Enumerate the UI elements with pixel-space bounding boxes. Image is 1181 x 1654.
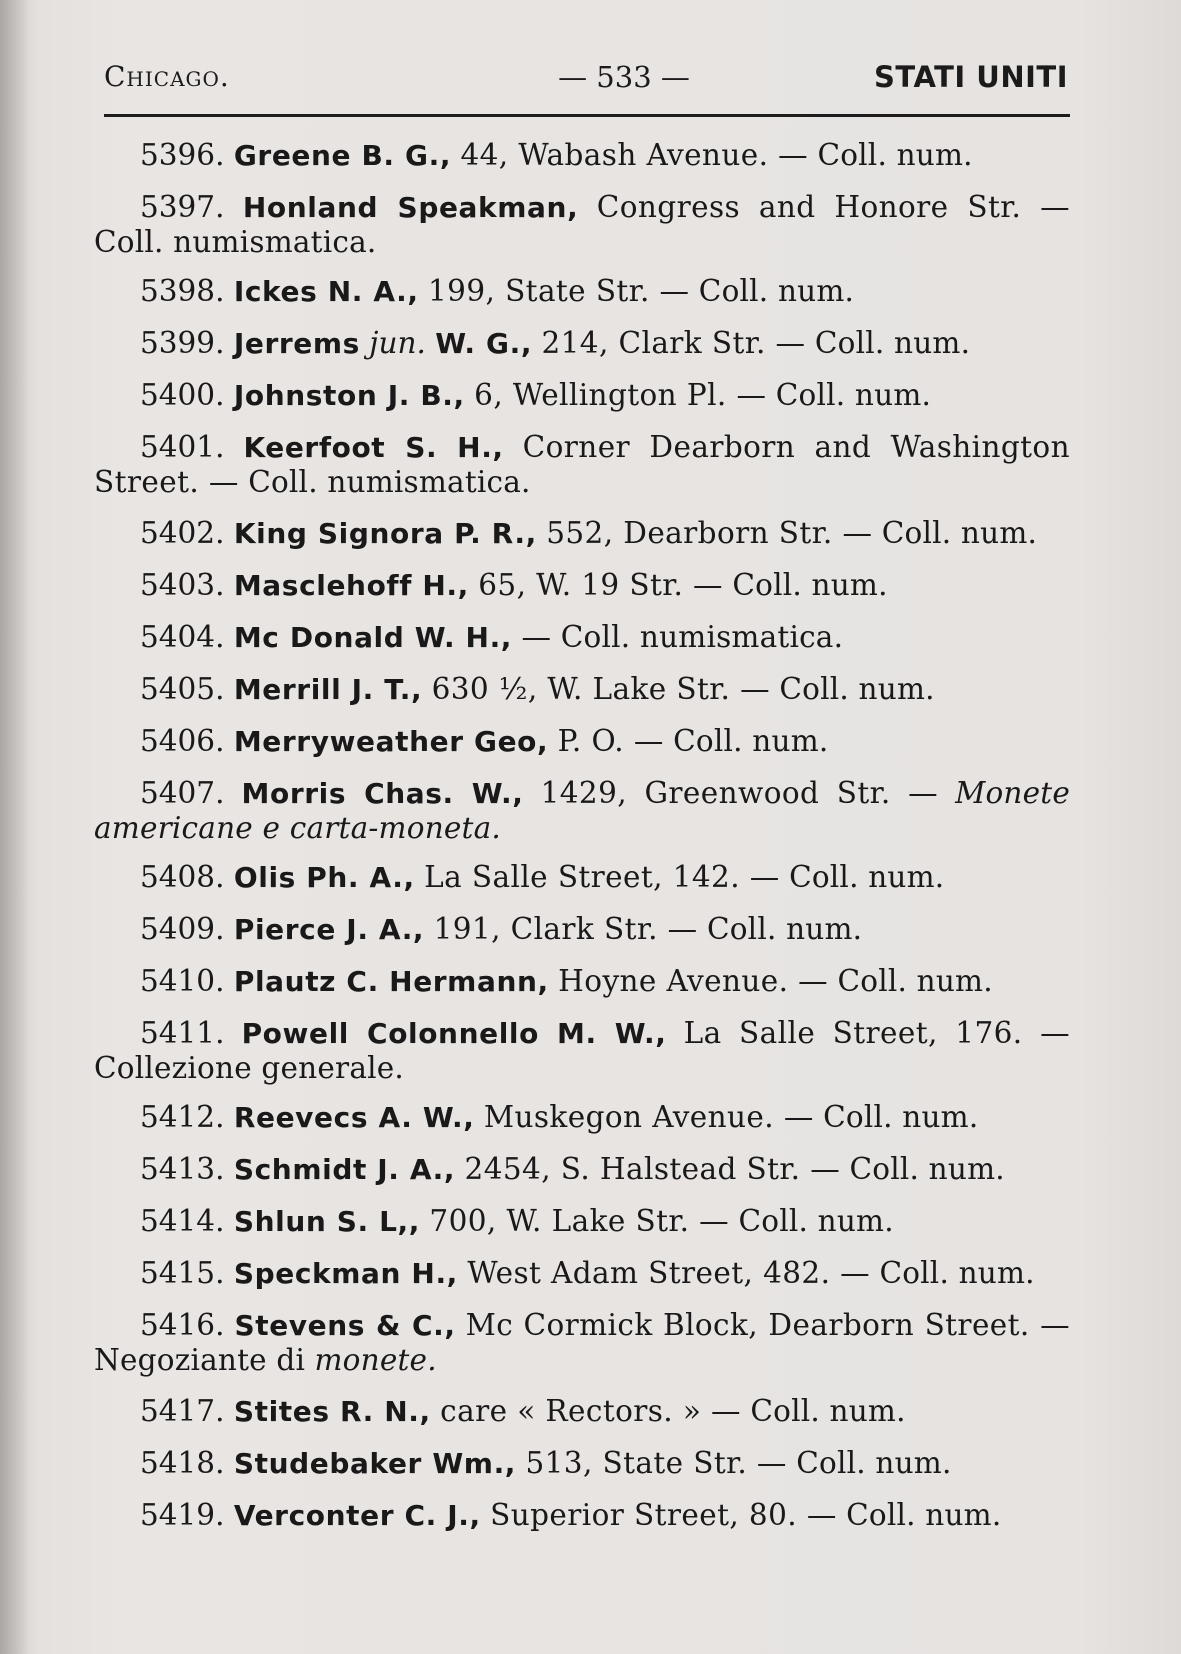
entry-collection: Coll. num.: [881, 516, 1038, 550]
entry-address: West Adam Street, 482. —: [467, 1256, 871, 1290]
entry-5419: [94, 1498, 1070, 1533]
entry-number: 5399.: [140, 326, 225, 360]
entry-collection: Coll. num.: [846, 1498, 1002, 1532]
entry-collection: Monete americane e carta-moneta.: [94, 776, 1070, 845]
entry-collection: Coll. numismatica.: [248, 465, 531, 499]
entry-5404: [94, 620, 1070, 655]
entry-collection: Coll. num.: [673, 724, 829, 758]
entry-address: 2454, S. Halstead Str. —: [464, 1152, 841, 1186]
entry-collection: Collezione generale.: [94, 1051, 404, 1085]
entry-address: Mc Cormick Block, Dearborn Street. —: [465, 1308, 1070, 1342]
entry-name: Keerfoot S. H.,: [243, 431, 504, 464]
entry-number: 5398.: [140, 274, 225, 308]
entry-collection: Coll. num.: [732, 568, 888, 602]
entry-name: Stites R. N.,: [233, 1395, 431, 1428]
entry-collection: Coll. num.: [775, 378, 932, 412]
entry-address: 1429, Greenwood Str. —: [540, 776, 938, 810]
entry-5403: [94, 568, 1070, 603]
entry-number: 5419.: [140, 1498, 225, 1532]
entry-address: 513, State Str. —: [525, 1446, 787, 1480]
entry-5407: [94, 776, 1070, 845]
entry-5412: [94, 1100, 1070, 1135]
entry-name: Powell Colonnello M. W.,: [241, 1017, 667, 1050]
entry-number: 5403.: [140, 568, 225, 602]
entry-collection: Coll. num.: [814, 326, 971, 360]
entry-address: 700, W. Lake Str. —: [429, 1204, 730, 1238]
entry-number: 5417.: [140, 1394, 225, 1428]
entry-5406: [94, 724, 1070, 759]
entry-collection: Coll. num.: [823, 1100, 979, 1134]
entry-5410: [94, 964, 1070, 999]
entry-collection: Coll. num.: [779, 672, 935, 706]
entry-name: King Signora P. R.,: [233, 517, 537, 550]
entry-name: Pierce J. A.,: [233, 913, 425, 946]
entry-address: —: [521, 620, 552, 654]
entry-address: care « Rectors. » —: [440, 1394, 741, 1428]
entry-number: 5405.: [140, 672, 225, 706]
entry-5399: [94, 326, 1070, 361]
entry-address: 65, W. 19 Str. —: [478, 568, 723, 602]
entry-address: 552, Dearborn Str. —: [546, 516, 873, 550]
entry-name: Johnston J. B.,: [233, 379, 465, 412]
entry-address: 6, Wellington Pl. —: [474, 378, 767, 412]
entry-number: 5412.: [140, 1100, 225, 1134]
entry-name: Studebaker Wm.,: [233, 1447, 517, 1480]
entry-number: 5401.: [140, 430, 225, 464]
spine-shadow: [0, 0, 30, 1654]
entry-collection: Coll. numismatica.: [560, 620, 844, 654]
entry-name: Shlun S. L,,: [233, 1205, 421, 1238]
entry-collection: Coll. num.: [789, 860, 945, 894]
entry-5400: [94, 378, 1070, 413]
entry-address: Superior Street, 80. —: [490, 1498, 837, 1532]
header-city: Chicago.: [104, 60, 230, 93]
entry-5409: [94, 912, 1070, 947]
entry-name: Masclehoff H.,: [233, 569, 469, 602]
entry-name: Morris Chas. W.,: [241, 777, 524, 810]
entry-name: Reevecs A. W.,: [233, 1101, 475, 1134]
entry-address: Congress and Honore Str. —: [596, 190, 1070, 224]
header-country: STATI UNITI: [874, 60, 1068, 94]
entry-collection: Coll. num.: [750, 1394, 906, 1428]
entry-number: 5415.: [140, 1256, 225, 1290]
entry-number: 5413.: [140, 1152, 225, 1186]
entry-number: 5409.: [140, 912, 225, 946]
entry-number: 5407.: [140, 776, 225, 810]
entry-name: Merryweather Geo,: [233, 725, 549, 758]
entry-number: 5411.: [140, 1016, 225, 1050]
entry-number: 5400.: [140, 378, 225, 412]
entry-address: 630 ½, W. Lake Str. —: [431, 672, 770, 706]
header-rule: [104, 114, 1070, 117]
entry-address: 191, Clark Str. —: [433, 912, 698, 946]
entry-number: 5402.: [140, 516, 225, 550]
entry-collection: Coll. num.: [706, 912, 863, 946]
entry-5408: [94, 860, 1070, 895]
entry-collection: Coll. num.: [796, 1446, 952, 1480]
entry-collection: Coll. num.: [738, 1204, 894, 1238]
running-header: [104, 56, 1068, 100]
entry-name-initials: W. G.,: [435, 327, 533, 360]
entry-name: Verconter C. J.,: [233, 1499, 481, 1532]
entry-address: Hoyne Avenue. —: [558, 964, 829, 998]
entry-name: Mc Donald W. H.,: [233, 621, 513, 654]
entry-number: 5418.: [140, 1446, 225, 1480]
page-number: — 533 —: [558, 60, 690, 94]
entry-5413: [94, 1152, 1070, 1187]
entry-collection: Coll. num.: [698, 274, 855, 308]
entry-name: Olis Ph. A.,: [233, 861, 415, 894]
entry-number: 5416.: [140, 1308, 225, 1342]
entry-5417: [94, 1394, 1070, 1429]
entry-number: 5414.: [140, 1204, 225, 1238]
entry-5411: [94, 1016, 1070, 1085]
entry-5418: [94, 1446, 1070, 1481]
entry-collection: Coll. num.: [879, 1256, 1035, 1290]
entry-5398: [94, 274, 1070, 309]
entry-number: 5408.: [140, 860, 225, 894]
entry-collection: Coll. num.: [849, 1152, 1005, 1186]
entry-name: Honland Speakman,: [242, 191, 579, 224]
entry-5405: [94, 672, 1070, 707]
entry-name: Jerrems: [233, 327, 360, 360]
entry-number: 5404.: [140, 620, 225, 654]
entry-address: La Salle Street, 142. —: [424, 860, 780, 894]
entry-address: Muskegon Avenue. —: [483, 1100, 814, 1134]
entry-5397: [94, 190, 1070, 259]
entry-name: Stevens & C.,: [234, 1309, 456, 1342]
entry-address: P. O. —: [557, 724, 664, 758]
entry-name: Speckman H.,: [233, 1257, 458, 1290]
entry-address: 44, Wabash Avenue. —: [460, 138, 809, 172]
entry-address: Corner Dearborn and Washington Street. —: [94, 430, 1070, 499]
entry-address: 214, Clark Str. —: [541, 326, 806, 360]
entry-number: 5406.: [140, 724, 225, 758]
entry-collection: Coll. num.: [817, 138, 973, 172]
entry-collection: Negoziante di: [94, 1343, 306, 1377]
entry-name: Plautz C. Hermann,: [233, 965, 549, 998]
entry-5401: [94, 430, 1070, 499]
entry-name: Ickes N. A.,: [233, 275, 419, 308]
entry-number: 5396.: [140, 138, 225, 172]
entry-name: Schmidt J. A.,: [233, 1153, 456, 1186]
entry-number: 5397.: [140, 190, 225, 224]
entry-5402: [94, 516, 1070, 551]
entry-5416: [94, 1308, 1070, 1377]
entry-name-suffix: jun.: [369, 326, 426, 360]
entry-collection-italic: monete.: [314, 1343, 437, 1377]
entry-name: Merrill J. T.,: [233, 673, 423, 706]
entry-address: La Salle Street, 176. —: [683, 1016, 1070, 1050]
entry-5396: [94, 138, 1070, 173]
entry-number: 5410.: [140, 964, 225, 998]
entry-collection: Coll. numismatica.: [94, 225, 377, 259]
entry-5415: [94, 1256, 1070, 1291]
entry-collection: Coll. num.: [837, 964, 993, 998]
entry-name: Greene B. G.,: [233, 139, 452, 172]
entry-address: 199, State Str. —: [428, 274, 690, 308]
entry-5414: [94, 1204, 1070, 1239]
